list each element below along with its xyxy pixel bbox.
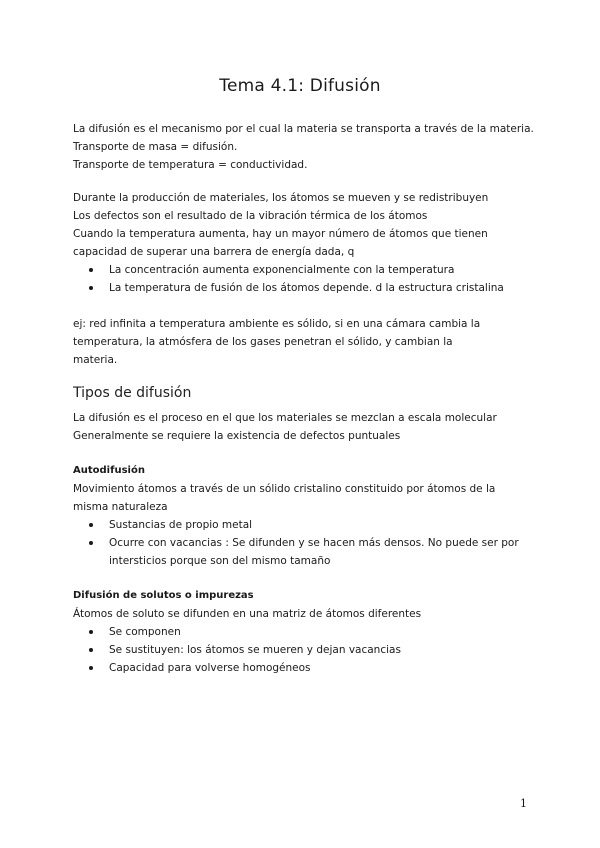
solutos-section xyxy=(73,587,533,677)
list-item: Ocurre con vacancias : Se difunden y se hacen más densos. No puede ser por intersticios porque son del mismo tamaño xyxy=(73,534,528,570)
intro-line: Transporte de masa = difusión. xyxy=(73,141,238,153)
solutos-heading: Difusión de solutos o impurezas xyxy=(73,590,254,601)
intro-section xyxy=(73,120,533,174)
production-line: Cuando la temperatura aumenta, hay un mayor número de átomos que tienen capacidad de superar una barrera de energía dada, q xyxy=(73,228,488,258)
list-item: Se componen xyxy=(73,623,533,641)
tipos-heading: Tipos de difusión xyxy=(73,385,192,401)
production-bullet-list xyxy=(73,261,528,297)
list-item: La concentración aumenta exponencialmente con la temperatura xyxy=(73,261,528,279)
page-title: Tema 4.1: Difusión xyxy=(219,76,381,96)
tipos-section xyxy=(73,409,533,445)
autodifusion-bullet-list xyxy=(73,516,528,570)
autodifusion-heading: Autodifusión xyxy=(73,465,145,476)
solutos-text: Átomos de soluto se difunden en una matriz de átomos diferentes xyxy=(73,608,422,620)
list-item: Se sustituyen: los átomos se mueren y dejan vacancias xyxy=(73,641,533,659)
production-line: Durante la producción de materiales, los átomos se mueven y se redistribuyen xyxy=(73,192,489,204)
autodifusion-text: Movimiento átomos a través de un sólido cristalino constituido por átomos de la misma naturaleza xyxy=(73,483,496,513)
production-section xyxy=(73,189,528,297)
tipos-line: La difusión es el proceso en el que los materiales se mezclan a escala molecular xyxy=(73,412,497,424)
intro-line: La difusión es el mecanismo por el cual la materia se transporta a través de la materia. xyxy=(73,123,534,135)
tipos-line: Generalmente se requiere la existencia de defectos puntuales xyxy=(73,430,401,442)
production-line: Los defectos son el resultado de la vibración térmica de los átomos xyxy=(73,210,428,222)
list-item: Sustancias de propio metal xyxy=(73,516,528,534)
list-item: Capacidad para volverse homogéneos xyxy=(73,659,533,677)
intro-line: Transporte de temperatura = conductividad. xyxy=(73,159,308,171)
example-paragraph: ej: red infinita a temperatura ambiente es sólido, si en una cámara cambia la temperatura, la atmósfera de los gases penetran el sólido, y cambian la materia. xyxy=(73,318,481,366)
page-number: 1 xyxy=(520,797,527,810)
autodifusion-section xyxy=(73,462,528,570)
solutos-bullet-list xyxy=(73,623,533,677)
list-item: La temperatura de fusión de los átomos depende. d la estructura cristalina xyxy=(73,279,528,297)
